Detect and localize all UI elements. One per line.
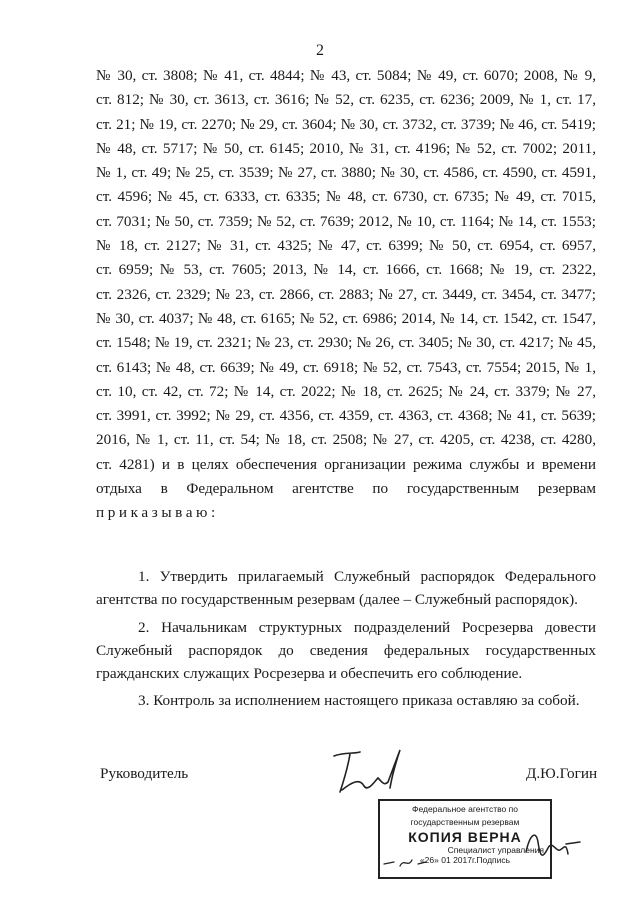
legal-reference-text xyxy=(96,64,596,526)
stamp-sign-label: г.Подпись xyxy=(472,855,511,865)
stamp-org-line: Федеральное агентство по xyxy=(412,804,518,814)
order-word: приказываю: xyxy=(96,504,219,522)
text-line: ст. 6143; № 48, ст. 6639; № 49, ст. 6918; № 52, ст. 7543, ст. 7554; 2015, № 1, xyxy=(96,358,596,376)
text-line: № 48, ст. 5717; № 50, ст. 6145; 2010, № 31, ст. 4196; № 52, ст. 7002; 2011, xyxy=(96,139,596,157)
text-line: агентства по государственным резервам (далее – Служебный распорядок). xyxy=(96,591,578,608)
stamp-date-day: 26 xyxy=(424,855,435,865)
stamp-date-line: «26» 01 2017г.Подпись xyxy=(419,855,511,865)
text-line: ст. 7031; № 50, ст. 7359; № 52, ст. 7639; 2012, № 10, ст. 1164; № 14, ст. 1553; xyxy=(96,212,596,230)
date-scribble xyxy=(382,852,442,872)
handwritten-signature xyxy=(330,742,410,802)
text-line: ст. 21; № 19, ст. 2270; № 29, ст. 3604; № 30, ст. 3732, ст. 3739; № 46, ст. 5419; xyxy=(96,115,596,133)
text-line: ст. 812; № 30, ст. 3613, ст. 3616; № 52, ст. 6235, ст. 6236; 2009, № 1, ст. 17, xyxy=(96,91,596,109)
text-line: ст. 3991, ст. 3992; № 29, ст. 4356, ст. 4359, ст. 4363, ст. 4368; № 41, ст. 5639; xyxy=(96,407,596,425)
signatory-name: Д.Ю.Гогин xyxy=(526,765,598,782)
text-line: ст. 6959; № 53, ст. 7605; 2013, № 14, ст. 1666, ст. 1668; № 19, ст. 2322, xyxy=(96,261,596,279)
text-line: 3. Контроль за исполнением настоящего приказа оставляю за собой. xyxy=(138,692,580,709)
stamp-date-year-prefix: 20 xyxy=(453,855,463,865)
order-item-3 xyxy=(96,689,596,712)
text-line: ст. 1548; № 19, ст. 2321; № 23, ст. 2930; № 26, ст. 3405; № 30, ст. 4217; № 45, xyxy=(96,334,596,352)
text-line: ст. 2326, ст. 2329; № 23, ст. 2866, ст. 2883; № 27, ст. 3449, ст. 3454, ст. 3477; xyxy=(96,285,596,303)
order-item-2 xyxy=(96,616,596,685)
text-line: гражданских служащих Росрезерва и обеспечить его соблюдение. xyxy=(96,665,523,682)
text-line: 2. Начальникам структурных подразделений Росрезерва довести xyxy=(138,619,596,636)
text-line: № 30, ст. 3808; № 41, ст. 4844; № 43, ст. 5084; № 49, ст. 6070; 2008, № 9, xyxy=(96,67,596,84)
stamp-headline: КОПИЯ ВЕРНА xyxy=(408,829,522,845)
text-line: № 1, ст. 49; № 25, ст. 3539; № 27, ст. 3880; № 30, ст. 4586, ст. 4590, ст. 4591, xyxy=(96,164,596,182)
text-line: 1. Утвердить прилагаемый Служебный распорядок Федерального xyxy=(138,568,596,585)
text-line: 2016, № 1, ст. 11, ст. 54; № 18, ст. 2508; № 27, ст. 4205, ст. 4238, ст. 4280, xyxy=(96,431,596,449)
stamp-date-month: 01 xyxy=(441,855,451,865)
stamp-org-line: государственным резервам xyxy=(410,817,520,827)
text-line: отдыха в Федеральном агентстве по государственным резервам xyxy=(96,480,596,498)
text-line: ст. 4596; № 45, ст. 6333, ст. 6335; № 48, ст. 6730, ст. 6735; № 49, ст. 7015, xyxy=(96,188,596,206)
text-line: ст. 4281) и в целях обеспечения организации режима службы и времени xyxy=(96,455,596,473)
order-item-1 xyxy=(96,565,596,611)
text-line: № 30, ст. 4037; № 48, ст. 6165; № 52, ст. 6986; 2014, № 14, ст. 1542, ст. 1547, xyxy=(96,309,596,327)
text-line: № 18, ст. 2127; № 31, ст. 4325; № 47, ст. 6399; № 50, ст. 6954, ст. 6957, xyxy=(96,237,596,255)
stamp-signature xyxy=(520,822,584,868)
stamp-date-year: 17 xyxy=(462,855,472,865)
text-line: ст. 10, ст. 42, ст. 72; № 14, ст. 2022; № 18, ст. 2625; № 24, ст. 3379; № 27, xyxy=(96,382,596,400)
page-number: 2 xyxy=(316,42,324,59)
stamp-position: Специалист управления xyxy=(447,845,544,855)
text-line: Служебный распорядок до сведения федеральных государственных xyxy=(96,642,596,659)
signatory-title: Руководитель xyxy=(100,765,189,782)
